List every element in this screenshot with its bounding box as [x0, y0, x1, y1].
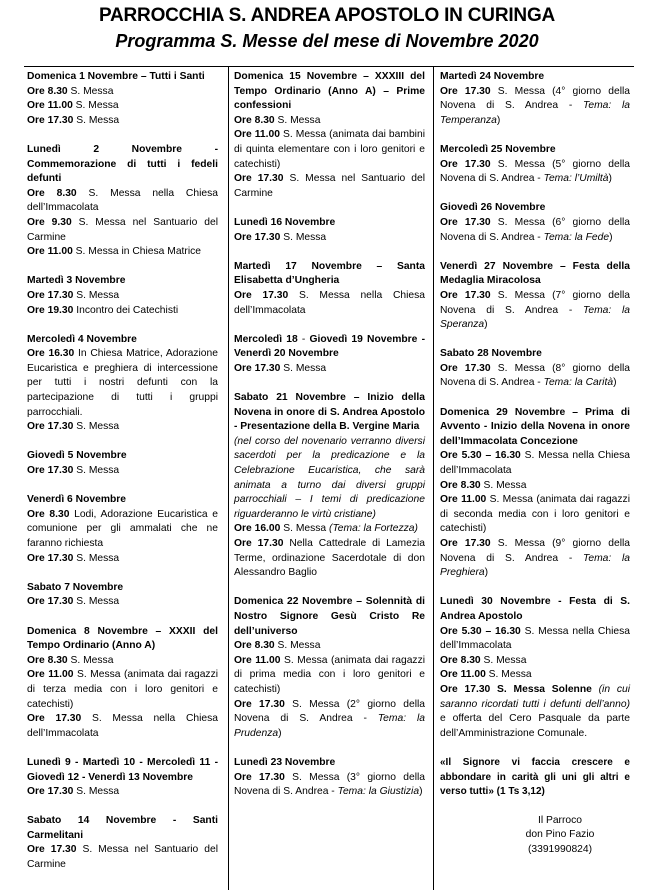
- mass-desc: S. Messa: [73, 786, 120, 798]
- mass-desc: S. Messa: [280, 362, 327, 374]
- mass-time: Ore 8.30: [440, 654, 481, 666]
- mass-line: [27, 216, 218, 245]
- day-entry: [234, 595, 425, 741]
- day-title: Domenica 1 Novembre – Tutti i Santi: [27, 71, 205, 82]
- mass-line: [234, 231, 425, 246]
- mass-time: Ore 5.30 – 16.30: [440, 625, 521, 637]
- mass-desc: S. Messa: [67, 654, 114, 666]
- mass-desc: S. Messa (animata dai ragazzi di terza media con i loro genitori e catechisti): [27, 669, 218, 710]
- day-entry: [440, 260, 630, 333]
- mass-line: [440, 625, 630, 654]
- mass-time: Ore 17.30: [27, 289, 74, 301]
- day-entry: [440, 347, 630, 391]
- mass-time: Ore 17.30: [234, 538, 284, 549]
- mass-line: [27, 508, 218, 552]
- mass-line: [234, 771, 425, 800]
- program-subtitle: Programma S. Messe del mese di Novembre 2020: [115, 31, 539, 51]
- mass-line: [27, 114, 218, 129]
- signature-role: Il Parroco: [537, 814, 583, 826]
- day-entry: [440, 595, 630, 741]
- day-entry: [27, 581, 218, 610]
- day-title: Martedì 24 Novembre: [440, 71, 545, 82]
- mass-line: [27, 347, 218, 420]
- mass-desc: S. Messa (animata dai bambini di quinta elementare con i loro genitori e catechisti): [234, 129, 425, 170]
- mass-line: [440, 216, 630, 245]
- mass-line: [27, 654, 218, 669]
- mass-desc: In Chiesa Matrice, Adorazione Eucaristica e preghiera di intercessione per tutti i nostri defunti con la partecipazione di tutti i gruppi parrocchiali.: [27, 348, 218, 418]
- mass-desc: S. Messa (8° giorno della Novena di S. Andrea -: [440, 362, 630, 389]
- mass-line: [234, 114, 425, 129]
- mass-desc: S. Messa nel Santuario del Carmine: [27, 216, 218, 243]
- mass-time: Ore 17.30: [440, 85, 491, 97]
- mass-theme: Tema: l’Umiltà: [543, 173, 609, 185]
- schedule-column-1: [27, 70, 218, 887]
- mass-theme: Tema: la Giustizia: [337, 786, 420, 798]
- mass-line: [234, 537, 425, 581]
- mass-time: Ore 11.00: [234, 129, 280, 141]
- mass-line: [27, 843, 218, 872]
- signature: [440, 814, 630, 858]
- day-title: Lunedì 2 Novembre - Commemorazione di tutti i fedeli defunti: [27, 143, 218, 185]
- mass-line: [27, 595, 218, 610]
- mass-line: [440, 85, 630, 129]
- mass-line: [440, 362, 630, 391]
- mass-theme: Tema: la Prudenza: [234, 713, 425, 739]
- day-title: Lunedì 30 Novembre - Festa di S. Andrea Apostolo: [440, 596, 630, 622]
- mass-time: Ore 17.30: [234, 362, 281, 374]
- mass-time: Ore 17.30: [27, 465, 74, 477]
- mass-time: Ore 17.30: [234, 771, 285, 783]
- mass-time: Ore 17.30: [440, 158, 491, 170]
- mass-line: [440, 479, 630, 494]
- mass-desc: S. Messa: [73, 289, 120, 301]
- mass-desc-end: ): [496, 114, 501, 126]
- day-title: Domenica 29 Novembre – Prima di Avvento - Inizio della Novena in onore dell’Immacolata Concezione: [440, 406, 630, 447]
- mass-line: [27, 99, 218, 114]
- mass-desc-end: ): [608, 173, 612, 185]
- day-entry: [27, 449, 218, 478]
- mass-desc: S. Messa: [73, 552, 120, 564]
- mass-time: Ore 17.30: [440, 289, 491, 301]
- mass-line: [27, 464, 218, 479]
- day-title: Sabato 28 Novembre: [440, 348, 542, 360]
- mass-desc: S. Messa: [480, 479, 527, 491]
- mass-theme: (in cui saranno ricordati tutti i defunti dell’anno): [440, 683, 631, 710]
- mass-time: Ore 17.30: [234, 698, 285, 710]
- mass-time: Ore 17.30: [234, 173, 284, 185]
- day-entry: [234, 756, 425, 800]
- mass-desc: S. Messa: [73, 596, 120, 608]
- schedule-column-3: [440, 70, 630, 857]
- scripture-quote: «Il Signore vi faccia crescere e abbondare in carità gli uni gli altri e verso tutti» (1 Ts 3,12): [440, 756, 630, 798]
- mass-line: [27, 420, 218, 435]
- mass-desc-end: ): [278, 727, 282, 739]
- mass-time: Ore 17.30: [27, 596, 74, 608]
- mass-time: Ore 16.30: [27, 348, 75, 360]
- mass-desc: S. Messa: [274, 114, 321, 126]
- mass-desc: S. Messa (7° giorno della Novena di S. Andrea -: [440, 289, 630, 316]
- mass-theme: Tema: la Speranza: [440, 304, 630, 331]
- mass-time: Ore 17.30: [27, 844, 77, 856]
- mass-desc: S. Messa: [485, 669, 532, 681]
- day-entry: [27, 274, 218, 318]
- mass-time: Ore 11.00: [234, 654, 281, 666]
- mass-desc: S. Messa nella Chiesa dell’Immacolata: [234, 289, 425, 316]
- mass-desc: S. Messa (3° giorno della Novena di S. Andrea -: [234, 771, 425, 798]
- mass-desc: S. Messa nel Santuario del Carmine: [27, 844, 219, 871]
- day-entry: [234, 333, 425, 377]
- day-title: Domenica 15 Novembre – XXXIII del Tempo Ordinario (Anno A) – Prime confessioni: [234, 71, 425, 112]
- mass-desc: S. Messa (4° giorno della Novena di S. Andrea -: [440, 85, 630, 112]
- day-title-part: Giovedì 19 Novembre - Venerdì 20 Novembre: [234, 333, 426, 360]
- day-entry: [234, 216, 425, 245]
- mass-time: Ore 17.30: [27, 786, 74, 798]
- day-entry: [440, 143, 630, 187]
- day-entry: [234, 70, 425, 201]
- day-title: Giovedì 5 Novembre: [27, 450, 127, 462]
- signature-phone: (3391990824): [527, 843, 593, 855]
- day-title: Venerdì 6 Novembre: [27, 494, 127, 506]
- day-title: Sabato 7 Novembre: [27, 581, 124, 593]
- mass-line: [27, 289, 218, 304]
- mass-desc: S. Messa: [72, 100, 119, 112]
- schedule-column-2: [234, 70, 425, 814]
- mass-desc: S. Messa (6° giorno della Novena di S. Andrea -: [440, 216, 630, 243]
- day-entry: [234, 391, 425, 581]
- day-entry: [440, 201, 630, 245]
- mass-desc: S. Messa nel Santuario del Carmine: [234, 173, 426, 199]
- mass-desc: Incontro dei Catechisti: [73, 304, 179, 316]
- day-title: Martedì 3 Novembre: [27, 275, 126, 287]
- mass-desc: S. Messa (animata dai ragazzi di prima media con i loro genitori e catechisti): [234, 654, 425, 695]
- mass-desc-end: ): [419, 786, 423, 798]
- mass-time: Ore 11.00: [440, 669, 486, 681]
- mass-time: Ore 11.00: [27, 246, 73, 258]
- mass-desc: S. Messa in Chiesa Matrice: [72, 246, 201, 258]
- mass-line: [234, 522, 425, 537]
- mass-time: Ore 8.30: [27, 187, 77, 199]
- mass-line: [27, 552, 218, 567]
- day-entry: [27, 756, 218, 800]
- mass-time: Ore 8.30: [234, 640, 275, 652]
- day-title: Domenica 22 Novembre – Solennità di Nostro Signore Gesù Cristo Re dell’universo: [234, 596, 425, 637]
- mass-theme: Tema: la Preghiera: [440, 552, 630, 579]
- mass-line: [27, 712, 218, 741]
- day-entry: [27, 143, 218, 260]
- mass-time: Ore 17.30: [27, 552, 74, 564]
- column-divider-2: [433, 66, 434, 890]
- mass-time: Ore 8.30: [27, 654, 68, 666]
- day-title: Mercoledì 25 Novembre: [440, 143, 556, 155]
- column-divider-1: [228, 66, 229, 890]
- mass-time: Ore 17.30: [27, 421, 74, 433]
- mass-line: [440, 683, 630, 741]
- mass-desc: S. Messa (animata dai ragazzi di seconda media con i loro genitori e catechisti): [440, 494, 630, 535]
- day-entry: [27, 625, 218, 742]
- mass-time: Ore 9.30: [27, 216, 72, 228]
- mass-desc: S. Messa: [280, 523, 330, 535]
- mass-line: [27, 187, 218, 216]
- mass-line: [234, 654, 425, 698]
- mass-desc: S. Messa: [73, 465, 120, 477]
- day-title-part: Mercoledì 18: [234, 333, 298, 345]
- mass-line: [440, 654, 630, 669]
- mass-line: [27, 785, 218, 800]
- mass-desc: S. Messa (2° giorno della Novena di S. Andrea -: [234, 698, 425, 725]
- mass-desc: S. Messa: [280, 231, 327, 243]
- day-title: Lunedì 9 - Martedì 10 - Mercoledì 11 - Giovedì 12 - Venerdì 13 Novembre: [27, 756, 218, 783]
- mass-desc: S. Messa: [67, 85, 114, 97]
- mass-line: [440, 289, 630, 333]
- mass-line: [234, 289, 425, 318]
- day-title: Mercoledì 4 Novembre: [27, 333, 137, 345]
- mass-line: [440, 158, 630, 187]
- mass-time: Ore 11.00: [27, 100, 73, 112]
- mass-line: [234, 698, 425, 742]
- mass-theme: Tema: la Carità: [543, 377, 614, 389]
- day-entry: [27, 493, 218, 566]
- mass-desc: S. Messa: [73, 114, 120, 126]
- mass-time: Ore 8.30: [234, 114, 275, 126]
- day-title: Martedì 17 Novembre – Santa Elisabetta d’Ungheria: [234, 260, 425, 287]
- mass-desc-end: ): [484, 319, 488, 331]
- mass-desc: S. Messa: [274, 640, 321, 652]
- mass-line: [440, 449, 630, 478]
- mass-desc-end: e offerta del Cero Pasquale da parte dell’Amministrazione Comunale.: [440, 713, 630, 739]
- mass-time: Ore 8.30: [27, 85, 68, 97]
- mass-time: Ore 19.30: [27, 304, 74, 316]
- mass-line: [440, 668, 630, 683]
- mass-line: [27, 304, 218, 319]
- mass-desc-end: ): [484, 567, 489, 579]
- mass-time: Ore 8.30: [440, 479, 481, 491]
- mass-time: Ore 16.00: [234, 523, 281, 535]
- day-title: Sabato 14 Novembre - Santi Carmelitani: [27, 815, 218, 841]
- mass-time: Ore 17.30: [440, 362, 491, 374]
- day-title: [234, 333, 425, 362]
- mass-time: Ore 17.30: [27, 713, 82, 725]
- day-title: Lunedì 23 Novembre: [234, 756, 336, 768]
- day-entry: [234, 260, 425, 318]
- mass-line: [234, 362, 425, 377]
- day-entry: [440, 70, 630, 128]
- mass-time: Ore 11.00: [440, 494, 487, 506]
- mass-time: Ore 17.30: [440, 216, 491, 228]
- mass-desc: S. Messa: [73, 421, 120, 433]
- mass-time: Ore 17.30: [234, 289, 289, 301]
- mass-line: [234, 172, 425, 201]
- mass-desc-end: ): [613, 377, 617, 389]
- mass-desc: Lodi, Adorazione Eucaristica e comunione per gli ammalati che ne faranno richiesta: [27, 508, 218, 549]
- mass-desc: S. Messa nella Chiesa dell’Immacolata: [440, 450, 630, 477]
- signature-name: don Pino Fazio: [525, 829, 595, 841]
- day-title: Venerdì 27 Novembre – Festa della Medaglia Miracolosa: [440, 260, 630, 287]
- novena-note: (nel corso del novenario verranno diversi sacerdoti per la predicazione e la Celebrazione Eucaristica, che sarà animata a turno dai diversi gruppi parrocchiali – I temi di predicazione riguarderanno le virtù cristiane): [234, 435, 425, 520]
- mass-desc: S. Messa nella Chiesa dell’Immacolata: [27, 713, 218, 739]
- mass-time: Ore 17.30 S. Messa Solenne: [440, 683, 592, 695]
- mass-line: [234, 128, 425, 172]
- mass-desc: S. Messa (5° giorno della Novena di S. Andrea -: [440, 158, 630, 185]
- day-title: Domenica 8 Novembre – XXXII del Tempo Ordinario (Anno A): [27, 625, 218, 652]
- mass-desc: S. Messa nella Chiesa dell’Immacolata: [440, 625, 630, 652]
- mass-line: [440, 537, 630, 581]
- mass-time: Ore 8.30: [27, 508, 70, 520]
- day-title-sep: -: [297, 333, 310, 345]
- parish-title: PARROCCHIA S. ANDREA APOSTOLO IN CURINGA: [98, 5, 556, 26]
- mass-time: Ore 11.00: [27, 669, 74, 681]
- mass-line: [27, 245, 218, 260]
- mass-time: Ore 5.30 – 16.30: [440, 450, 521, 462]
- day-entry: [27, 333, 218, 435]
- day-entry: [27, 70, 218, 128]
- mass-desc: S. Messa nella Chiesa dell’Immacolata: [27, 187, 218, 214]
- mass-line: [234, 639, 425, 654]
- day-entry: [440, 406, 630, 581]
- mass-line: [440, 493, 630, 537]
- mass-line: [27, 668, 218, 712]
- mass-time: Ore 17.30: [27, 114, 74, 126]
- day-title: Giovedì 26 Novembre: [440, 202, 546, 214]
- mass-time: Ore 17.30: [440, 538, 491, 549]
- mass-desc: Nella Cattedrale di Lamezia Terme, ordinazione Sacerdotale di don Alessandro Baglio: [234, 538, 425, 579]
- mass-theme: Tema: la Fede: [543, 231, 610, 243]
- mass-desc: S. Messa (9° giorno della Novena di S. Andrea -: [440, 538, 630, 564]
- mass-line: [27, 85, 218, 100]
- mass-theme: Tema: la Temperanza: [440, 100, 630, 126]
- day-entry: [27, 814, 218, 872]
- mass-desc-end: ): [609, 231, 613, 243]
- mass-theme: (Tema: la Fortezza): [329, 523, 418, 535]
- day-title: Sabato 21 Novembre – Inizio della Novena in onore di S. Andrea Apostolo - Presentazione della B. Vergine Maria: [234, 392, 425, 433]
- mass-desc: S. Messa: [480, 654, 527, 666]
- mass-time: Ore 17.30: [234, 231, 281, 243]
- day-title: Lunedì 16 Novembre: [234, 216, 336, 228]
